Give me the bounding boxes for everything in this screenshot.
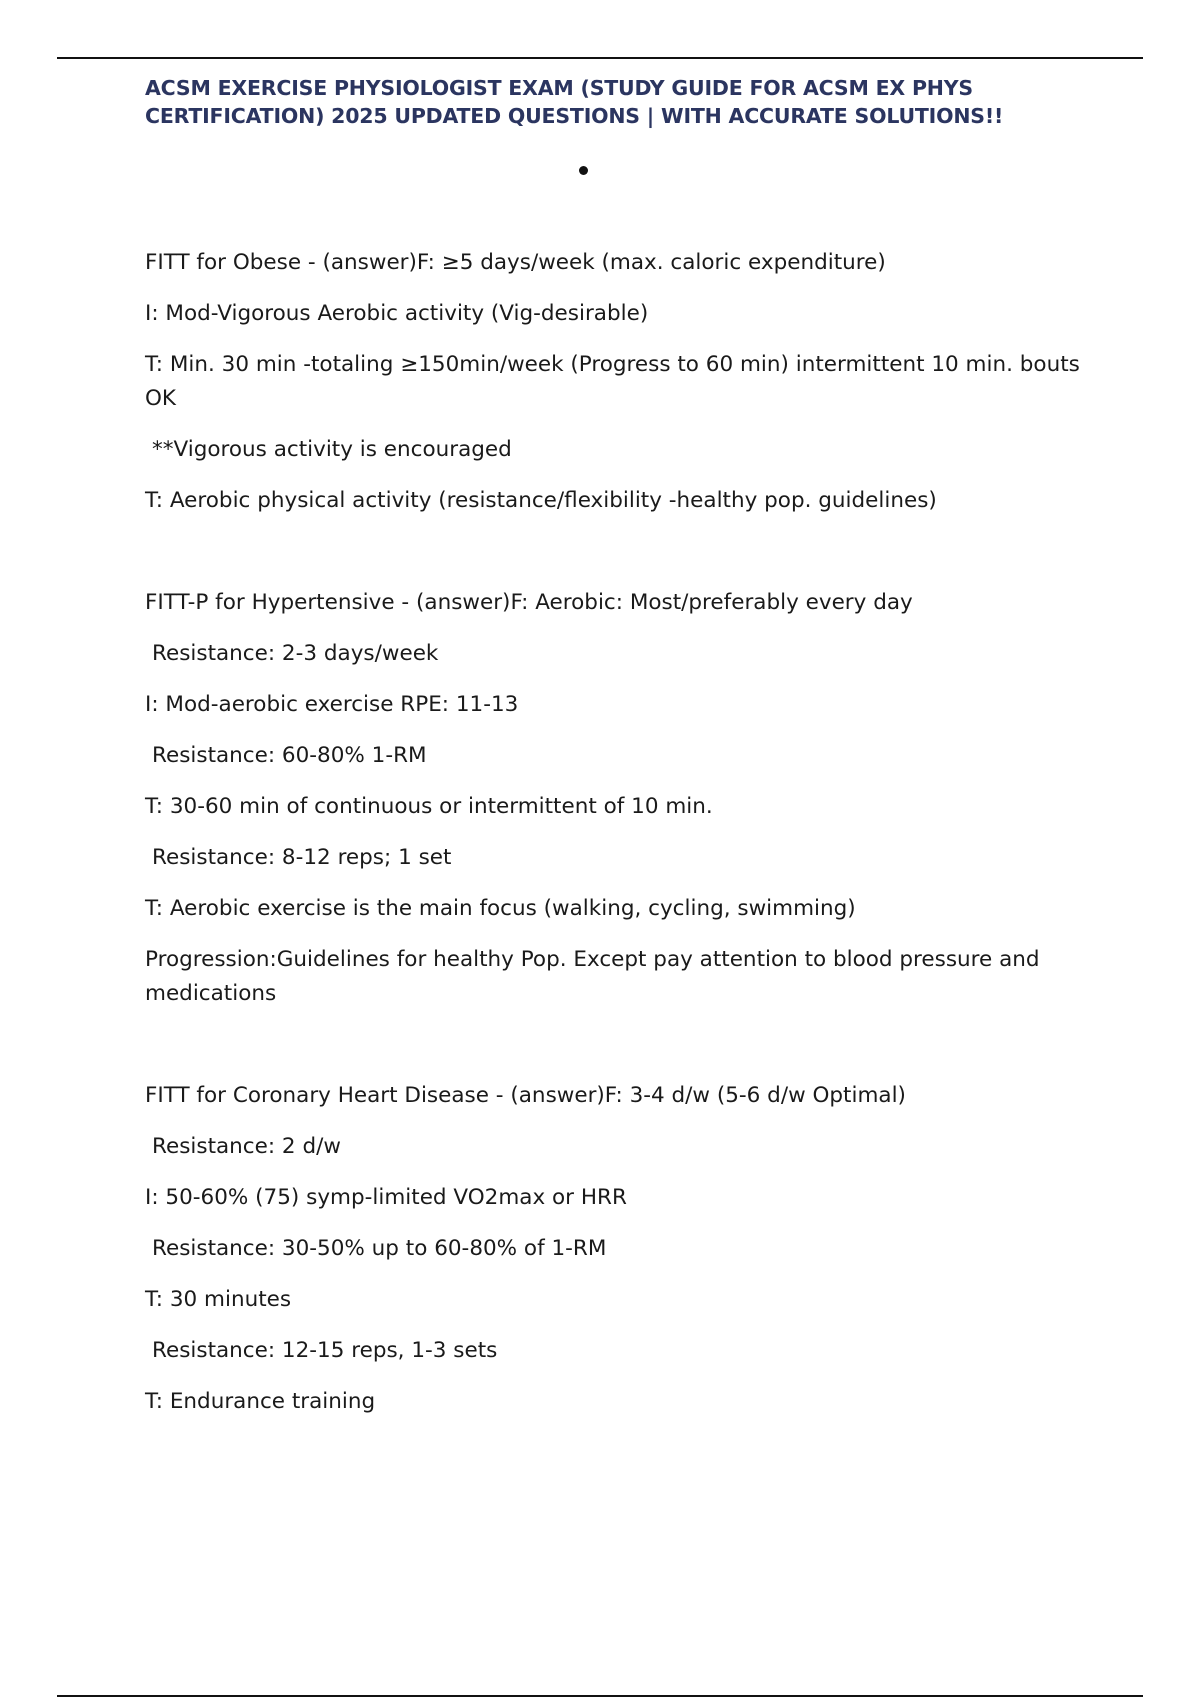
entry-hypertensive: [145, 586, 1090, 1011]
bullet-dot: [579, 166, 588, 175]
entry-line: T: 30-60 min of continuous or intermittent of 10 min.: [145, 794, 713, 819]
document-body: [145, 246, 1090, 1487]
top-rule: [57, 57, 1143, 59]
entry-line: I: Mod-aerobic exercise RPE: 11-13: [145, 692, 519, 717]
entry-line: T: Aerobic exercise is the main focus (walking, cycling, swimming): [145, 896, 856, 921]
entry-line: T: Endurance training: [145, 1389, 376, 1414]
entry-line: Progression:Guidelines for healthy Pop. Except pay attention to blood pressure and medications: [145, 947, 1040, 1006]
entry-coronary-heart-disease: [145, 1079, 1090, 1419]
entry-line: T: 30 minutes: [145, 1287, 292, 1312]
entry-line: Resistance: 12-15 reps, 1-3 sets: [152, 1338, 498, 1363]
entry-line: Resistance: 60-80% 1-RM: [152, 743, 427, 768]
entry-line: Resistance: 30-50% up to 60-80% of 1-RM: [152, 1236, 607, 1261]
entry-line: **Vigorous activity is encouraged: [152, 437, 512, 462]
entry-line: I: Mod-Vigorous Aerobic activity (Vig-desirable): [145, 301, 649, 326]
entry-line: FITT for Obese - (answer)F: ≥5 days/week (max. caloric expenditure): [145, 250, 886, 275]
bottom-rule: [57, 1695, 1143, 1697]
entry-line: I: 50-60% (75) symp-limited VO2max or HRR: [145, 1185, 627, 1210]
entry-line: T: Min. 30 min -totaling ≥150min/week (Progress to 60 min) intermittent 10 min. bouts OK: [145, 352, 1080, 411]
entry-line: T: Aerobic physical activity (resistance/flexibility -healthy pop. guidelines): [145, 488, 937, 513]
entry-line: Resistance: 2-3 days/week: [152, 641, 439, 666]
entry-line: Resistance: 8-12 reps; 1 set: [152, 845, 452, 870]
entry-line: Resistance: 2 d/w: [152, 1134, 341, 1159]
entry-line: FITT for Coronary Heart Disease - (answer)F: 3-4 d/w (5-6 d/w Optimal): [145, 1083, 906, 1108]
entry-line: FITT-P for Hypertensive - (answer)F: Aerobic: Most/preferably every day: [145, 590, 913, 615]
entry-obese: [145, 246, 1090, 518]
document-title: ACSM EXERCISE PHYSIOLOGIST EXAM (STUDY GUIDE FOR ACSM EX PHYS CERTIFICATION) 2025 UPDATED QUESTIONS | WITH ACCURATE SOLUTIONS!!: [145, 76, 1004, 128]
